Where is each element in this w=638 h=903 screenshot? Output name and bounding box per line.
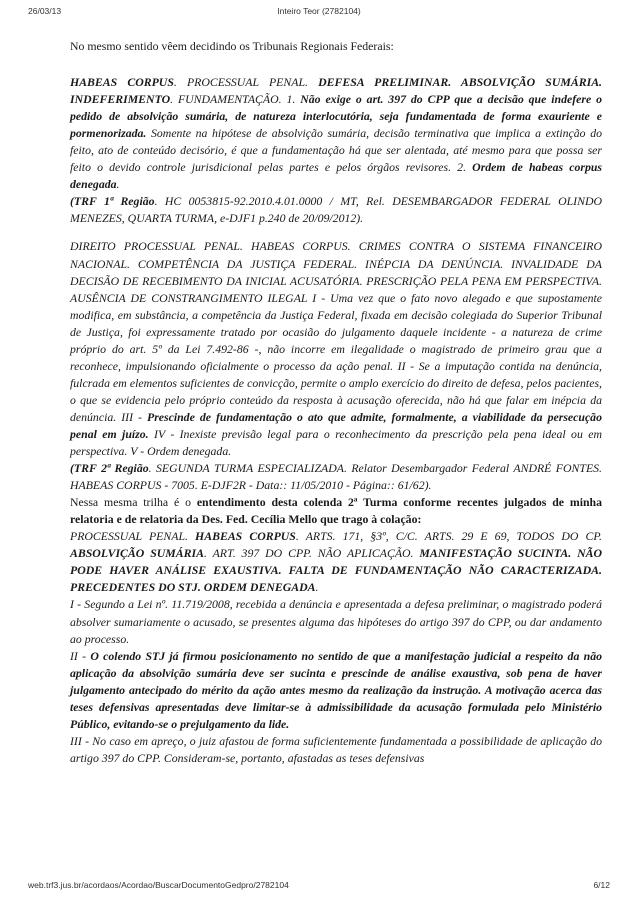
e2-text-1: DIREITO PROCESSUAL PENAL. HABEAS CORPUS. CRIMES CONTRA O SISTEMA FINANCEIRO NACIONAL. COMPETÊNCIA DA JUSTIÇA FEDERAL. INÉPCIA DA DENÚNCIA. INVALIDADE DA DECISÃO DE RECEBIMENTO DA INICIAL ACUSATÓRIA. PRESCRIÇÃO PELA PENA EM PERSPECTIVA. AUSÊNCIA DE CONSTRANGIMENTO ILEGAL I - Uma vez que o fato novo alegado e que supostamente modifica, em substância, a competência da Justiça Federal, fixada em decisão colegiada do Superior Tribunal de Justiça, foi expressamente tratado por ocasião do julgamento daquele incidente - a natureza de crime próprio do art. 5º da Lei 7.492-86 -, não incorre em ilegalidade o magistrado de primeiro grau que a reconhece, impulsionando oficialmente o processo da ação penal. II - Se a imputação contida na denúncia, fulcrada em elementos suficientes de convicção, permite o amplo exercício do direito de defesa, pelos pacientes, o que se evidencia pelo próprio conteúdo da resposta à acusação oferecida, não há que falar em inépcia da denúncia. III - — [70, 239, 602, 424]
e3-ii-label: II - — [70, 648, 91, 663]
e1-bold-2: DEFESA PRELIMINAR. ABSOLVIÇÃO SUMÁRIA. INDEFERIMENTO — [70, 75, 603, 107]
citation-1 — [70, 193, 602, 227]
e3-ii-bold: O colendo STJ já firmou posicionamento no sentido de que a manifestação judicial a respeito da não aplicação da absolvição sumária deve ser sucinta e prescinde de análise exaustiva, sob pena de haver julgamento antecipado do mérito da ação antes mesmo da realização da instrução. A motivação acerca das teses defensivas apresentadas deve limitar-se à admissibilidade da acusação formulada pelo Ministério Público, evitando-se o prejulgamento da lide. — [70, 648, 602, 731]
trilha-paragraph — [70, 494, 602, 528]
e3-iii-text: III - No caso em apreço, o juiz afastou de forma suficientemente fundamentada a possibilidade de aplicação do artigo 397 do CPP. Consideram-se, portanto, afastadas as teses defensivas — [70, 733, 602, 765]
e3-h4: ABSOLVIÇÃO SUMÁRIA — [70, 546, 204, 561]
footer-url[interactable]: web.trf3.jus.br/acordaos/Acordao/BuscarDocumentoGedpro/2782104 — [28, 880, 289, 890]
page-footer — [28, 880, 610, 894]
ementa-3-item-1: I - Segundo a Lei nº. 11.719/2008, recebida a denúncia e apresentada a defesa preliminar, o magistrado poderá absolver sumariamente o acusado, se presentes alguma das hipóteses do artigo 397 do CPP, ou dar andamento ao processo. — [70, 597, 602, 646]
intro-paragraph: No mesmo sentido vêem decidindo os Tribunais Regionais Federais: — [70, 39, 394, 53]
e3-h2: HABEAS CORPUS — [195, 529, 296, 544]
e3-h5: . ART. 397 DO CPP. NÃO APLICAÇÃO. — [203, 546, 420, 561]
e2-text-2: IV - Inexiste previsão legal para o reconhecimento da prescrição pela pena ideal ou em perspectiva. V - Ordem denegada. — [70, 426, 602, 459]
header-date: 26/03/13 — [28, 6, 62, 16]
document-body — [70, 38, 602, 767]
e3-h1: PROCESSUAL PENAL. — [70, 529, 196, 544]
c1-court: (TRF 1ª Região — [70, 194, 155, 209]
citation-2 — [70, 460, 602, 494]
c2-ref: . SEGUNDA TURMA ESPECIALIZADA. Relator Desembargador Federal ANDRÉ FONTES. HABEAS CORPUS - 7005. E-DJF2R - Data:: 11/05/2010 - Página:: 61/62). — [70, 461, 603, 493]
e1-bold-1: HABEAS CORPUS — [70, 75, 174, 90]
e1-bold-4: Ordem de habeas corpus denegada — [70, 160, 602, 192]
trilha-bold: entendimento desta colenda 2ª Turma conforme recentes julgados de minha relatoria e de relatoria da Des. Fed. Cecília Mello que trago à colação: — [70, 495, 602, 527]
e1-text-3: Somente na hipótese de absolvição sumária, decisão terminativa que implica a extinção do feito, ato de conteúdo decisório, é que a fundamentação há que ser alentada, até mesmo para que possa ser feito o devido controle jurisdicional pelas partes e pelos órgãos revisores. 2. — [70, 126, 602, 175]
trilha-text: Nessa mesma trilha é o — [70, 495, 197, 510]
e3-h7: . — [315, 580, 319, 595]
c2-court: (TRF 2ª Região — [70, 461, 149, 476]
e2-bold-1: Prescinde de fundamentação o ato que admite, formalmente, a viabilidade da persecução penal em juízo. — [70, 409, 602, 441]
e1-text-2: . FUNDAMENTAÇÃO. 1. — [170, 92, 301, 107]
e3-h3: . ARTS. 171, §3º, C/C. ARTS. 29 E 69, TODOS DO CP. — [295, 529, 602, 544]
ementa-3-item-2 — [70, 648, 602, 733]
page-header — [28, 6, 610, 20]
c1-ref: . HC 0053815-92.2010.4.01.0000 / MT, Rel. DESEMBARGADOR FEDERAL OLINDO MENEZES, QUARTA TURMA, e-DJF1 p.240 de 20/09/2012). — [70, 194, 603, 226]
e3-h6: MANIFESTAÇÃO SUCINTA. NÃO PODE HAVER ANÁLISE EXAUSTIVA. FALTA DE FUNDAMENTAÇÃO NÃO CARACTERIZADA. PRECEDENTES DO STJ. ORDEM DENEGADA — [70, 546, 602, 595]
e1-text-1: . PROCESSUAL PENAL. — [173, 75, 319, 90]
e1-bold-3: Não exige o art. 397 do CPP que a decisão que indefere o pedido de absolvição sumária, de natureza interlocutória, seja fundamentada de forma exauriente e pormenorizada. — [70, 92, 602, 141]
footer-page-number: 6/12 — [593, 880, 610, 890]
e1-text-4: . — [116, 177, 120, 192]
header-title: Inteiro Teor (2782104) — [277, 6, 361, 16]
ementa-1 — [70, 74, 602, 193]
ementa-2 — [70, 238, 602, 460]
ementa-3-header — [70, 528, 602, 596]
ementa-3-item-3 — [70, 733, 602, 767]
